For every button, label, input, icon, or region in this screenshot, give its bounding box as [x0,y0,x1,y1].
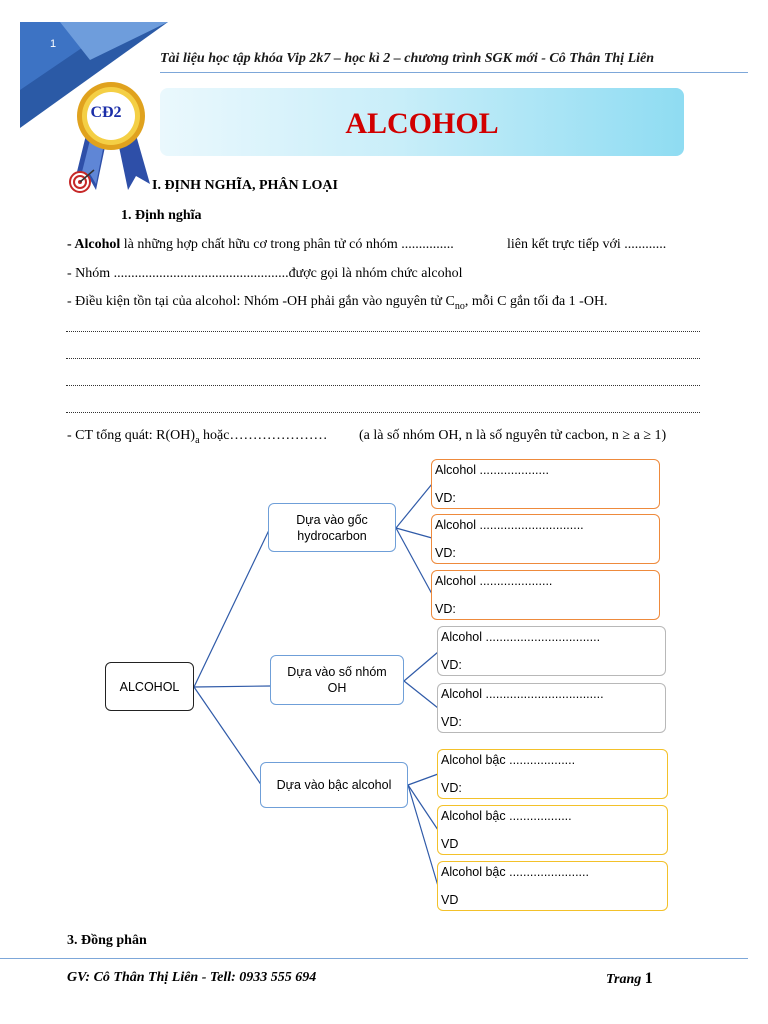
definition-text: là những hợp chất hữu cơ trong phân tử có nhóm ............... [120,237,454,252]
branch-hydrocarbon [268,503,396,552]
branch-oh-count [270,655,404,705]
definition-term: - Alcohol [67,237,121,252]
section-3-heading: 3. Đồng phân [67,933,147,948]
leaf-box [437,683,666,733]
formula-subscript: a [195,434,200,446]
branch-alcohol-degree [260,762,408,808]
leaf-box [437,805,668,855]
leaf-line: Alcohol .............................. [435,518,584,532]
leaf-example: VD: [441,715,462,729]
leaf-line: Alcohol bậc ................... [441,753,576,767]
diagram-root-label: ALCOHOL [119,679,180,694]
definition-line-2: - Nhóm ..................................................được gọi là nhóm chức alcohol [67,266,463,281]
leaf-example: VD: [435,546,456,560]
leaf-box [431,459,660,509]
page-title: ALCOHOL [345,107,499,140]
leaf-box [437,749,668,799]
formula-text-b: hoặc………………… [199,428,328,443]
leaf-example: VD [441,837,459,851]
footer-rule [0,958,748,959]
leaf-box [431,570,660,620]
subsection-heading: 1. Định nghĩa [121,208,202,223]
definition-line-1-right: liên kết trực tiếp với ............ [507,237,667,252]
badge-label: CĐ2 [90,104,122,121]
corner-page-number: 1 [50,38,57,50]
formula-text-a: - CT tổng quát: R(OH) [67,428,196,443]
footer-page [606,970,653,988]
leaf-line: Alcohol ..................... [435,574,553,588]
leaf-example: VD [441,893,459,907]
condition-text-a: - Điều kiện tồn tại của alcohol: Nhóm -OH phải gắn vào nguyên tử C [67,294,455,309]
leaf-line: Alcohol .................... [435,463,549,477]
branch-oh-label: Dựa vào số nhóm OH [287,665,387,695]
condition-subscript: no [454,300,465,312]
header-text: Tài liệu học tập khóa Vip 2k7 – học kì 2 – chương trình SGK mới - Cô Thân Thị Liên [160,51,655,66]
leaf-example: VD: [435,491,456,505]
leaf-example: VD: [441,658,462,672]
general-formula-note: (a là số nhóm OH, n là số nguyên tử cacbon, n ≥ a ≥ 1) [359,428,667,443]
leaf-box [437,861,668,911]
leaf-line: Alcohol bậc .................. [441,809,572,823]
branch-hydrocarbon-label: Dựa vào gốc hydrocarbon [296,512,368,543]
leaf-line: Alcohol .................................. [441,687,604,701]
branch-degree-label: Dựa vào bậc alcohol [276,778,392,792]
leaf-line: Alcohol ................................. [441,630,601,644]
leaf-box [431,514,660,564]
section-heading: I. ĐỊNH NGHĨA, PHÂN LOẠI [152,178,338,193]
leaf-example: VD: [435,602,456,616]
footer-page-number: 1 [644,970,653,987]
leaf-box [437,626,666,676]
leaf-example: VD: [441,781,462,795]
footer-page-label: Trang [606,972,645,987]
condition-text-b: , mỗi C gắn tối đa 1 -OH. [464,294,608,309]
footer-contact: GV: Cô Thân Thị Liên - Tell: 0933 555 694 [67,970,317,985]
leaf-line: Alcohol bậc ....................... [441,865,589,879]
diagram-root [105,662,194,711]
